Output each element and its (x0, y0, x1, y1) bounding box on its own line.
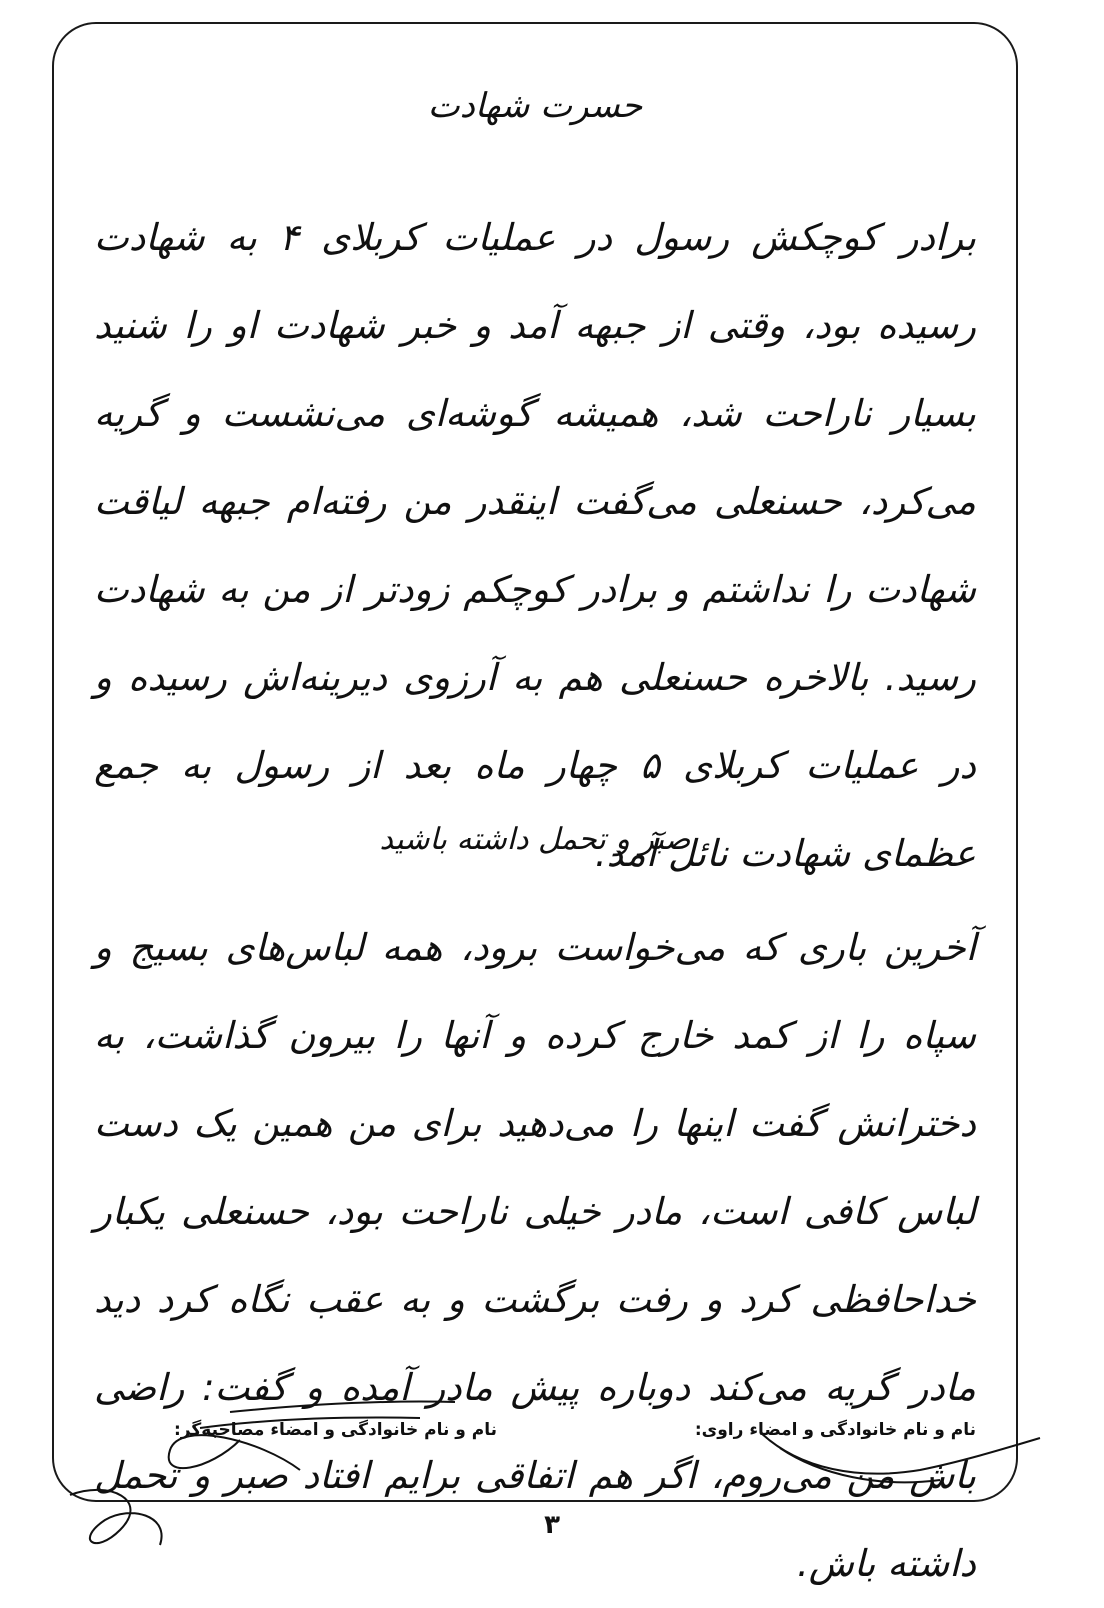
document-title: حسرت شهادت (427, 86, 643, 126)
paragraph-2: آخرین باری که می‌خواست برود، همه لباس‌های بسیج و سپاه را از کمد خارج کرده و آنها را بیرون گذاشت، به دخترانش گفت اینها را می‌دهید برای من همین یک دست لباس کافی است، مادر خیلی ناراحت بود، حسنعلی یکبار خداحافظی کرد و رفت برگشت و به عقب نگاه کرد دید مادر گریه می‌کند دوباره پیش مادر آمده و گفت: راضی باش من می‌روم، اگر هم اتفاقی برایم افتاد صبر و تحمل داشته باش. (94, 926, 976, 1585)
document-body (94, 24, 976, 1585)
narrator-signature-label: نام و نام خانوادگی و امضاء راوی: (694, 1420, 976, 1440)
signature-footer (94, 1420, 976, 1460)
interviewer-signature-label: نام و نام خانوادگی و امضاء مصاحبه‌گر: (174, 1420, 498, 1440)
paragraph-1: برادر کوچکش رسول در عملیات کربلای ۴ به شهادت رسیده بود، وقتی از جبهه آمد و خبر شهادت او را شنید بسیار ناراحت شد، همیشه گوشه‌ای می‌نشست و گریه می‌کرد، حسنعلی می‌گفت اینقدر من رفته‌ام جبهه لیاقت شهادت را نداشتم و برادر کوچکم زودتر از من به شهادت رسید. بالاخره حسنعلی هم به آرزوی دیرینه‌اش رسیده و در عملیات کربلای ۵ چهار ماه بعد از رسول به جمع عظمای شهادت نائل آمد. (94, 216, 976, 875)
page-frame (52, 22, 1018, 1585)
page-number: ۳ (544, 1510, 560, 1540)
section-subtitle: صبر و تحمل داشته باشید (379, 822, 691, 857)
